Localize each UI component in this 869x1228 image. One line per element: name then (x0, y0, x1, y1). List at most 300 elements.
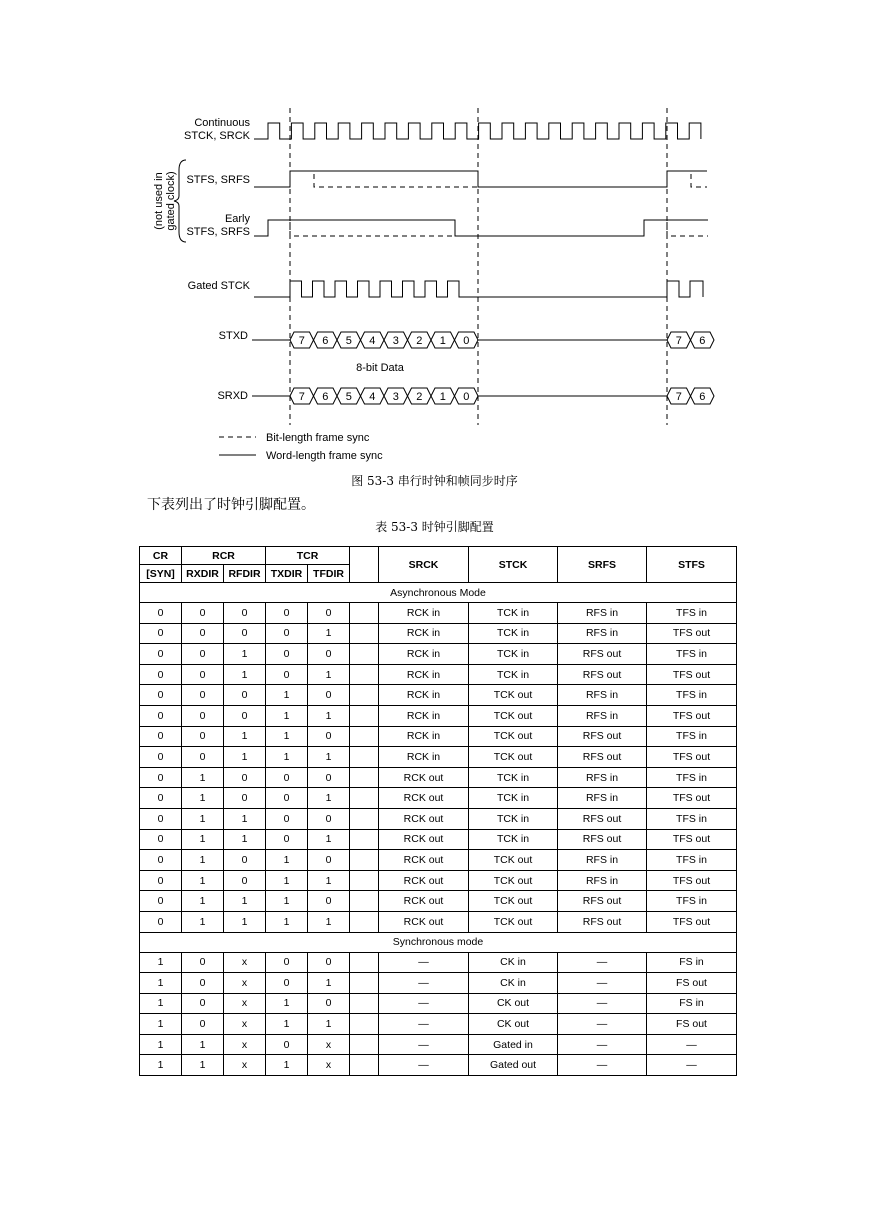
async-cell: RFS out (558, 911, 647, 932)
sync-cell: 0 (308, 952, 350, 973)
sync-cell: x (224, 973, 266, 994)
async-cell: RFS out (558, 644, 647, 665)
spacer-cell (350, 1034, 379, 1055)
sync-cell: — (558, 952, 647, 973)
async-cell: 0 (224, 685, 266, 706)
async-cell: TCK out (469, 726, 558, 747)
stxd-next-bit-label: 6 (699, 335, 706, 347)
async-cell: 0 (140, 850, 182, 871)
async-cell: 1 (308, 664, 350, 685)
sync-cell: — (379, 973, 469, 994)
sync-cell: — (379, 1014, 469, 1035)
sync-cell: — (558, 973, 647, 994)
waveforms (254, 123, 708, 297)
async-cell: RFS in (558, 767, 647, 788)
async-cell: 0 (266, 829, 308, 850)
stck-header: STCK (469, 547, 558, 583)
sync-row (140, 1034, 737, 1055)
async-cell: TFS in (647, 644, 737, 665)
stfs-word-sync-wave (254, 171, 707, 187)
async-cell: 1 (266, 911, 308, 932)
sync-row (140, 993, 737, 1014)
async-cell: RFS out (558, 829, 647, 850)
stck-srck-label: STCK, SRCK (183, 130, 250, 142)
brace-note-line-1: (not used in (153, 172, 165, 230)
async-cell: 1 (182, 870, 224, 891)
sync-cell: 1 (140, 1055, 182, 1076)
async-cell: 0 (266, 767, 308, 788)
async-cell: 0 (308, 726, 350, 747)
stfs-srfs-label: STFS, SRFS (186, 174, 250, 186)
async-cell: RFS out (558, 808, 647, 829)
async-cell: 0 (224, 850, 266, 871)
async-cell: RCK in (379, 705, 469, 726)
async-cell: RCK in (379, 726, 469, 747)
spacer-cell (350, 911, 379, 932)
async-cell: TCK out (469, 870, 558, 891)
spacer-cell (350, 664, 379, 685)
sync-cell: 0 (266, 1034, 308, 1055)
async-row (140, 664, 737, 685)
sync-cell: 1 (266, 1014, 308, 1035)
async-cell: 1 (224, 747, 266, 768)
async-cell: TFS in (647, 850, 737, 871)
legend-dashed-label: Bit-length frame sync (266, 432, 370, 444)
async-cell: TFS in (647, 767, 737, 788)
async-cell: 0 (266, 623, 308, 644)
spacer-cell (350, 1055, 379, 1076)
sync-cell: 1 (266, 1055, 308, 1076)
syn-header: [SYN] (140, 565, 182, 583)
async-cell: 1 (224, 829, 266, 850)
sync-cell: x (224, 1034, 266, 1055)
async-cell: 0 (182, 623, 224, 644)
async-cell: 0 (140, 788, 182, 809)
sync-cell: 1 (140, 993, 182, 1014)
tfdir-header: TFDIR (308, 565, 350, 583)
async-cell: RFS in (558, 705, 647, 726)
async-cell: 1 (308, 911, 350, 932)
async-cell: 0 (140, 767, 182, 788)
async-cell: 0 (182, 726, 224, 747)
async-cell: 0 (140, 829, 182, 850)
sync-cell: 0 (182, 1014, 224, 1035)
continuous-label: Continuous (194, 117, 250, 129)
async-cell: 1 (266, 850, 308, 871)
async-cell: TFS out (647, 747, 737, 768)
async-cell: RCK out (379, 911, 469, 932)
async-cell: TCK in (469, 603, 558, 624)
async-cell: 0 (308, 808, 350, 829)
rfdir-header: RFDIR (224, 565, 266, 583)
async-row (140, 705, 737, 726)
spacer-cell (350, 603, 379, 624)
sync-cell: Gated in (469, 1034, 558, 1055)
spacer-cell (350, 685, 379, 706)
async-cell: RCK in (379, 644, 469, 665)
async-cell: RCK in (379, 685, 469, 706)
async-cell: TFS in (647, 685, 737, 706)
sync-cell: FS in (647, 952, 737, 973)
async-cell: 0 (140, 603, 182, 624)
cr-header: CR (140, 547, 182, 565)
async-cell: 1 (224, 808, 266, 829)
stxd-next-bit-label: 7 (675, 335, 682, 347)
async-cell: RFS out (558, 664, 647, 685)
clock-pin-table (139, 546, 737, 1076)
data-width-label: 8-bit Data (356, 362, 404, 374)
sync-row (140, 973, 737, 994)
async-cell: 0 (140, 644, 182, 665)
sync-cell: — (379, 993, 469, 1014)
async-cell: 1 (182, 829, 224, 850)
async-row (140, 911, 737, 932)
async-cell: TCK in (469, 623, 558, 644)
srxd-bit-label: 5 (345, 391, 352, 403)
async-cell: TFS out (647, 705, 737, 726)
spacer-cell (350, 644, 379, 665)
async-cell: RCK out (379, 891, 469, 912)
sync-cell: — (647, 1055, 737, 1076)
srck-header: SRCK (379, 547, 469, 583)
async-cell: 0 (182, 685, 224, 706)
async-cell: RCK out (379, 870, 469, 891)
sync-cell: CK in (469, 973, 558, 994)
sync-cell: — (379, 1055, 469, 1076)
async-cell: 1 (308, 829, 350, 850)
async-cell: 1 (182, 891, 224, 912)
sync-cell: 1 (140, 973, 182, 994)
async-cell: 0 (266, 788, 308, 809)
async-row (140, 685, 737, 706)
async-cell: 0 (140, 808, 182, 829)
async-cell: TCK in (469, 808, 558, 829)
async-cell: RFS out (558, 891, 647, 912)
async-cell: 1 (224, 664, 266, 685)
sync-cell: x (308, 1055, 350, 1076)
async-cell: 0 (140, 870, 182, 891)
async-cell: 1 (266, 705, 308, 726)
sync-cell: x (308, 1034, 350, 1055)
stfs-header: STFS (647, 547, 737, 583)
async-cell: 0 (224, 870, 266, 891)
stxd-bit-label: 5 (345, 335, 352, 347)
async-cell: TCK out (469, 891, 558, 912)
async-row (140, 644, 737, 665)
async-cell: 0 (308, 767, 350, 788)
async-cell: RCK in (379, 623, 469, 644)
async-row (140, 808, 737, 829)
async-row (140, 767, 737, 788)
async-cell: 0 (224, 623, 266, 644)
spacer-cell (350, 891, 379, 912)
sync-cell: 0 (182, 993, 224, 1014)
sync-cell: — (558, 1034, 647, 1055)
async-cell: 1 (308, 705, 350, 726)
sync-cell: x (224, 952, 266, 973)
srxd-bit-label: 1 (439, 391, 446, 403)
async-cell: 0 (224, 788, 266, 809)
spacer-cell (350, 767, 379, 788)
async-row (140, 788, 737, 809)
async-cell: RCK out (379, 767, 469, 788)
async-cell: 1 (182, 788, 224, 809)
async-cell: RFS out (558, 726, 647, 747)
async-cell: RFS in (558, 623, 647, 644)
async-cell: 1 (266, 891, 308, 912)
sync-cell: 1 (140, 952, 182, 973)
continuous-clock-wave (254, 123, 701, 139)
sync-row (140, 952, 737, 973)
async-cell: TFS out (647, 623, 737, 644)
async-cell: 1 (308, 623, 350, 644)
async-cell: 1 (266, 726, 308, 747)
async-cell: 1 (308, 747, 350, 768)
async-cell: 1 (224, 644, 266, 665)
async-cell: 0 (266, 808, 308, 829)
sync-cell: FS out (647, 973, 737, 994)
sync-cell: 1 (266, 993, 308, 1014)
txdir-header: TXDIR (266, 565, 308, 583)
sync-cell: — (379, 952, 469, 973)
early-label: Early (224, 213, 250, 225)
async-cell: TFS out (647, 788, 737, 809)
sync-cell: — (558, 1055, 647, 1076)
async-cell: 1 (182, 850, 224, 871)
rcr-header: RCR (182, 547, 266, 565)
async-cell: 0 (182, 747, 224, 768)
sync-row (140, 1014, 737, 1035)
early-bit-sync-wave-a (290, 222, 455, 236)
spacer-cell (350, 952, 379, 973)
reference-lines (290, 108, 667, 425)
sync-cell: Gated out (469, 1055, 558, 1076)
async-cell: 0 (140, 685, 182, 706)
stxd-bit-label: 0 (463, 335, 470, 347)
sync-cell: 1 (182, 1055, 224, 1076)
async-cell: 1 (182, 808, 224, 829)
async-row (140, 747, 737, 768)
spacer-cell (350, 747, 379, 768)
srxd-next-bit-label: 7 (675, 391, 682, 403)
srxd-bit-label: 4 (369, 391, 376, 403)
async-cell: TFS in (647, 603, 737, 624)
legend-solid-label: Word-length frame sync (266, 450, 383, 462)
async-cell: 0 (140, 705, 182, 726)
srxd-next-bit-label: 6 (699, 391, 706, 403)
async-cell: TCK out (469, 911, 558, 932)
async-cell: 0 (182, 603, 224, 624)
spacer-cell (350, 1014, 379, 1035)
spacer-cell (350, 726, 379, 747)
async-cell: RCK out (379, 788, 469, 809)
sync-cell: 1 (182, 1034, 224, 1055)
sync-cell: — (558, 1014, 647, 1035)
async-cell: TFS out (647, 829, 737, 850)
gated-stck-label: Gated STCK (187, 280, 250, 292)
async-cell: 0 (308, 891, 350, 912)
async-cell: RCK in (379, 747, 469, 768)
async-row (140, 870, 737, 891)
async-cell: 0 (266, 644, 308, 665)
stxd-bit-label: 2 (416, 335, 423, 347)
async-cell: TFS in (647, 808, 737, 829)
intro-text: 下表列出了时钟引脚配置。 (147, 497, 315, 513)
async-cell: 0 (224, 767, 266, 788)
async-cell: 0 (308, 685, 350, 706)
async-cell: TFS out (647, 870, 737, 891)
async-row (140, 829, 737, 850)
sync-mode-label: Synchronous mode (140, 932, 737, 952)
async-cell: TFS in (647, 726, 737, 747)
sync-cell: 0 (308, 993, 350, 1014)
async-cell: TCK in (469, 644, 558, 665)
async-cell: RCK out (379, 829, 469, 850)
table-caption: 表 53-3 时钟引脚配置 (375, 520, 494, 534)
sync-cell: 0 (182, 973, 224, 994)
async-cell: TCK out (469, 747, 558, 768)
data-buses (252, 332, 714, 404)
spacer-cell (350, 788, 379, 809)
sync-cell: CK in (469, 952, 558, 973)
sync-cell: 1 (308, 1014, 350, 1035)
spacer-cell (350, 808, 379, 829)
stfs-bit-sync-wave-a (314, 174, 478, 187)
async-cell: 0 (308, 644, 350, 665)
sync-cell: x (224, 1014, 266, 1035)
async-cell: 0 (308, 603, 350, 624)
srxd-bit-label: 3 (392, 391, 399, 403)
async-mode-label: Asynchronous Mode (140, 583, 737, 603)
rxdir-header: RXDIR (182, 565, 224, 583)
async-cell: 0 (224, 603, 266, 624)
async-cell: 1 (224, 726, 266, 747)
brace-note-line-2: gated clock) (165, 171, 177, 231)
sync-cell: FS out (647, 1014, 737, 1035)
async-cell: RFS in (558, 788, 647, 809)
sync-cell: 0 (266, 973, 308, 994)
async-cell: 1 (224, 911, 266, 932)
async-cell: 1 (266, 747, 308, 768)
spacer-cell (350, 705, 379, 726)
async-cell: RFS in (558, 870, 647, 891)
sync-cell: 1 (140, 1014, 182, 1035)
sync-cell: CK out (469, 1014, 558, 1035)
async-cell: 0 (224, 705, 266, 726)
async-cell: 0 (140, 747, 182, 768)
stfs-bit-sync-wave-b (691, 174, 707, 187)
srxd-bit-label: 7 (298, 391, 305, 403)
sync-cell: x (224, 1055, 266, 1076)
timing-diagram (0, 0, 869, 470)
async-cell: TFS in (647, 891, 737, 912)
stxd-bit-label: 4 (369, 335, 376, 347)
sync-cell: — (379, 1034, 469, 1055)
async-cell: RFS in (558, 603, 647, 624)
srxd-label: SRXD (217, 390, 248, 402)
sync-cell: x (224, 993, 266, 1014)
async-row (140, 603, 737, 624)
async-cell: 0 (308, 850, 350, 871)
async-cell: 1 (224, 891, 266, 912)
stxd-bit-label: 6 (322, 335, 329, 347)
tcr-header: TCR (266, 547, 350, 565)
async-row (140, 623, 737, 644)
spacer-cell (350, 623, 379, 644)
async-cell: TCK out (469, 705, 558, 726)
sync-cell: — (647, 1034, 737, 1055)
async-row (140, 891, 737, 912)
figure-caption: 图 53-3 串行时钟和帧同步时序 (351, 474, 518, 488)
spacer-cell (350, 850, 379, 871)
early-stfs-srfs-label: STFS, SRFS (186, 226, 250, 238)
async-cell: TFS out (647, 911, 737, 932)
async-cell: TCK in (469, 788, 558, 809)
sync-cell: 1 (308, 973, 350, 994)
srfs-header: SRFS (558, 547, 647, 583)
async-cell: RCK in (379, 664, 469, 685)
stxd-bit-label: 7 (298, 335, 305, 347)
async-cell: 1 (182, 911, 224, 932)
spacer-cell (350, 993, 379, 1014)
sync-cell: 1 (140, 1034, 182, 1055)
async-cell: TCK in (469, 767, 558, 788)
sync-cell: CK out (469, 993, 558, 1014)
async-cell: 0 (140, 623, 182, 644)
async-row (140, 726, 737, 747)
async-cell: TCK out (469, 850, 558, 871)
spacer-cell (350, 829, 379, 850)
srxd-bit-label: 2 (416, 391, 423, 403)
async-cell: 0 (266, 664, 308, 685)
async-cell: 1 (308, 788, 350, 809)
async-cell: RFS in (558, 850, 647, 871)
async-cell: RCK out (379, 850, 469, 871)
async-cell: 0 (182, 664, 224, 685)
stxd-bit-label: 3 (392, 335, 399, 347)
async-cell: 0 (266, 603, 308, 624)
async-cell: 0 (182, 705, 224, 726)
spacer-header (350, 547, 379, 583)
async-cell: 1 (266, 870, 308, 891)
async-cell: RFS out (558, 747, 647, 768)
async-cell: 0 (140, 911, 182, 932)
async-cell: 1 (182, 767, 224, 788)
async-cell: 0 (140, 726, 182, 747)
async-cell: 0 (140, 891, 182, 912)
spacer-cell (350, 973, 379, 994)
async-cell: 0 (182, 644, 224, 665)
async-cell: 0 (140, 664, 182, 685)
sync-cell: 0 (182, 952, 224, 973)
sync-cell: FS in (647, 993, 737, 1014)
async-cell: TCK out (469, 685, 558, 706)
stxd-bit-label: 1 (439, 335, 446, 347)
async-cell: RCK in (379, 603, 469, 624)
async-cell: TCK in (469, 664, 558, 685)
spacer-cell (350, 870, 379, 891)
sync-cell: — (558, 993, 647, 1014)
async-row (140, 850, 737, 871)
early-bit-sync-wave-b (667, 222, 708, 236)
async-cell: RFS in (558, 685, 647, 706)
async-cell: TFS out (647, 664, 737, 685)
async-cell: 1 (266, 685, 308, 706)
async-cell: 1 (308, 870, 350, 891)
sync-row (140, 1055, 737, 1076)
srxd-bit-label: 6 (322, 391, 329, 403)
async-cell: TCK in (469, 829, 558, 850)
